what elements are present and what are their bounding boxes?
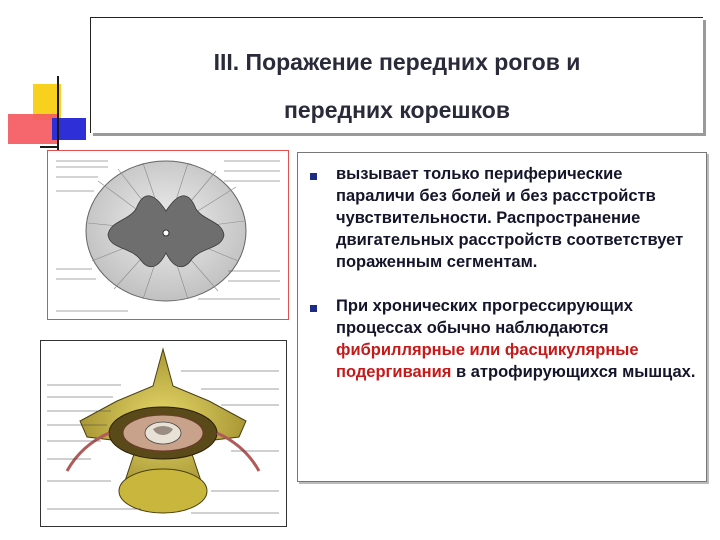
- spinal-cord-cross-section-figure: [47, 150, 289, 320]
- bullet-text-2-after: в атрофирующихся мышцах.: [451, 363, 696, 381]
- square-bullet-icon: [310, 173, 317, 180]
- bullet-text-2: [336, 295, 698, 383]
- slide-title-line1: III. Поражение передних рогов и: [213, 49, 581, 75]
- spinal-cord-illustration: [48, 151, 288, 319]
- decor-red-square: [8, 114, 58, 144]
- vertebra-spinal-cord-figure: [40, 340, 287, 527]
- bullet-text-2-before: При хронических прогрессирующих процессах обычно наблюдаются: [336, 297, 633, 337]
- title-box: [90, 17, 703, 133]
- square-bullet-icon: [310, 305, 317, 312]
- vertebra-illustration: [41, 341, 286, 526]
- bullet-text-2-highlight: фибриллярные или фасцикулярные подергивания: [336, 341, 639, 381]
- bullet-text-box: [297, 152, 707, 482]
- slide-title-line2: передних корешков: [283, 97, 510, 123]
- decor-horizontal-line: [40, 146, 58, 148]
- bullet-text-1: вызывает только периферические параличи без болей и без расстройств чувствительности. Распространение двигательных расстройств соответствует пораженным сегментам.: [336, 165, 684, 271]
